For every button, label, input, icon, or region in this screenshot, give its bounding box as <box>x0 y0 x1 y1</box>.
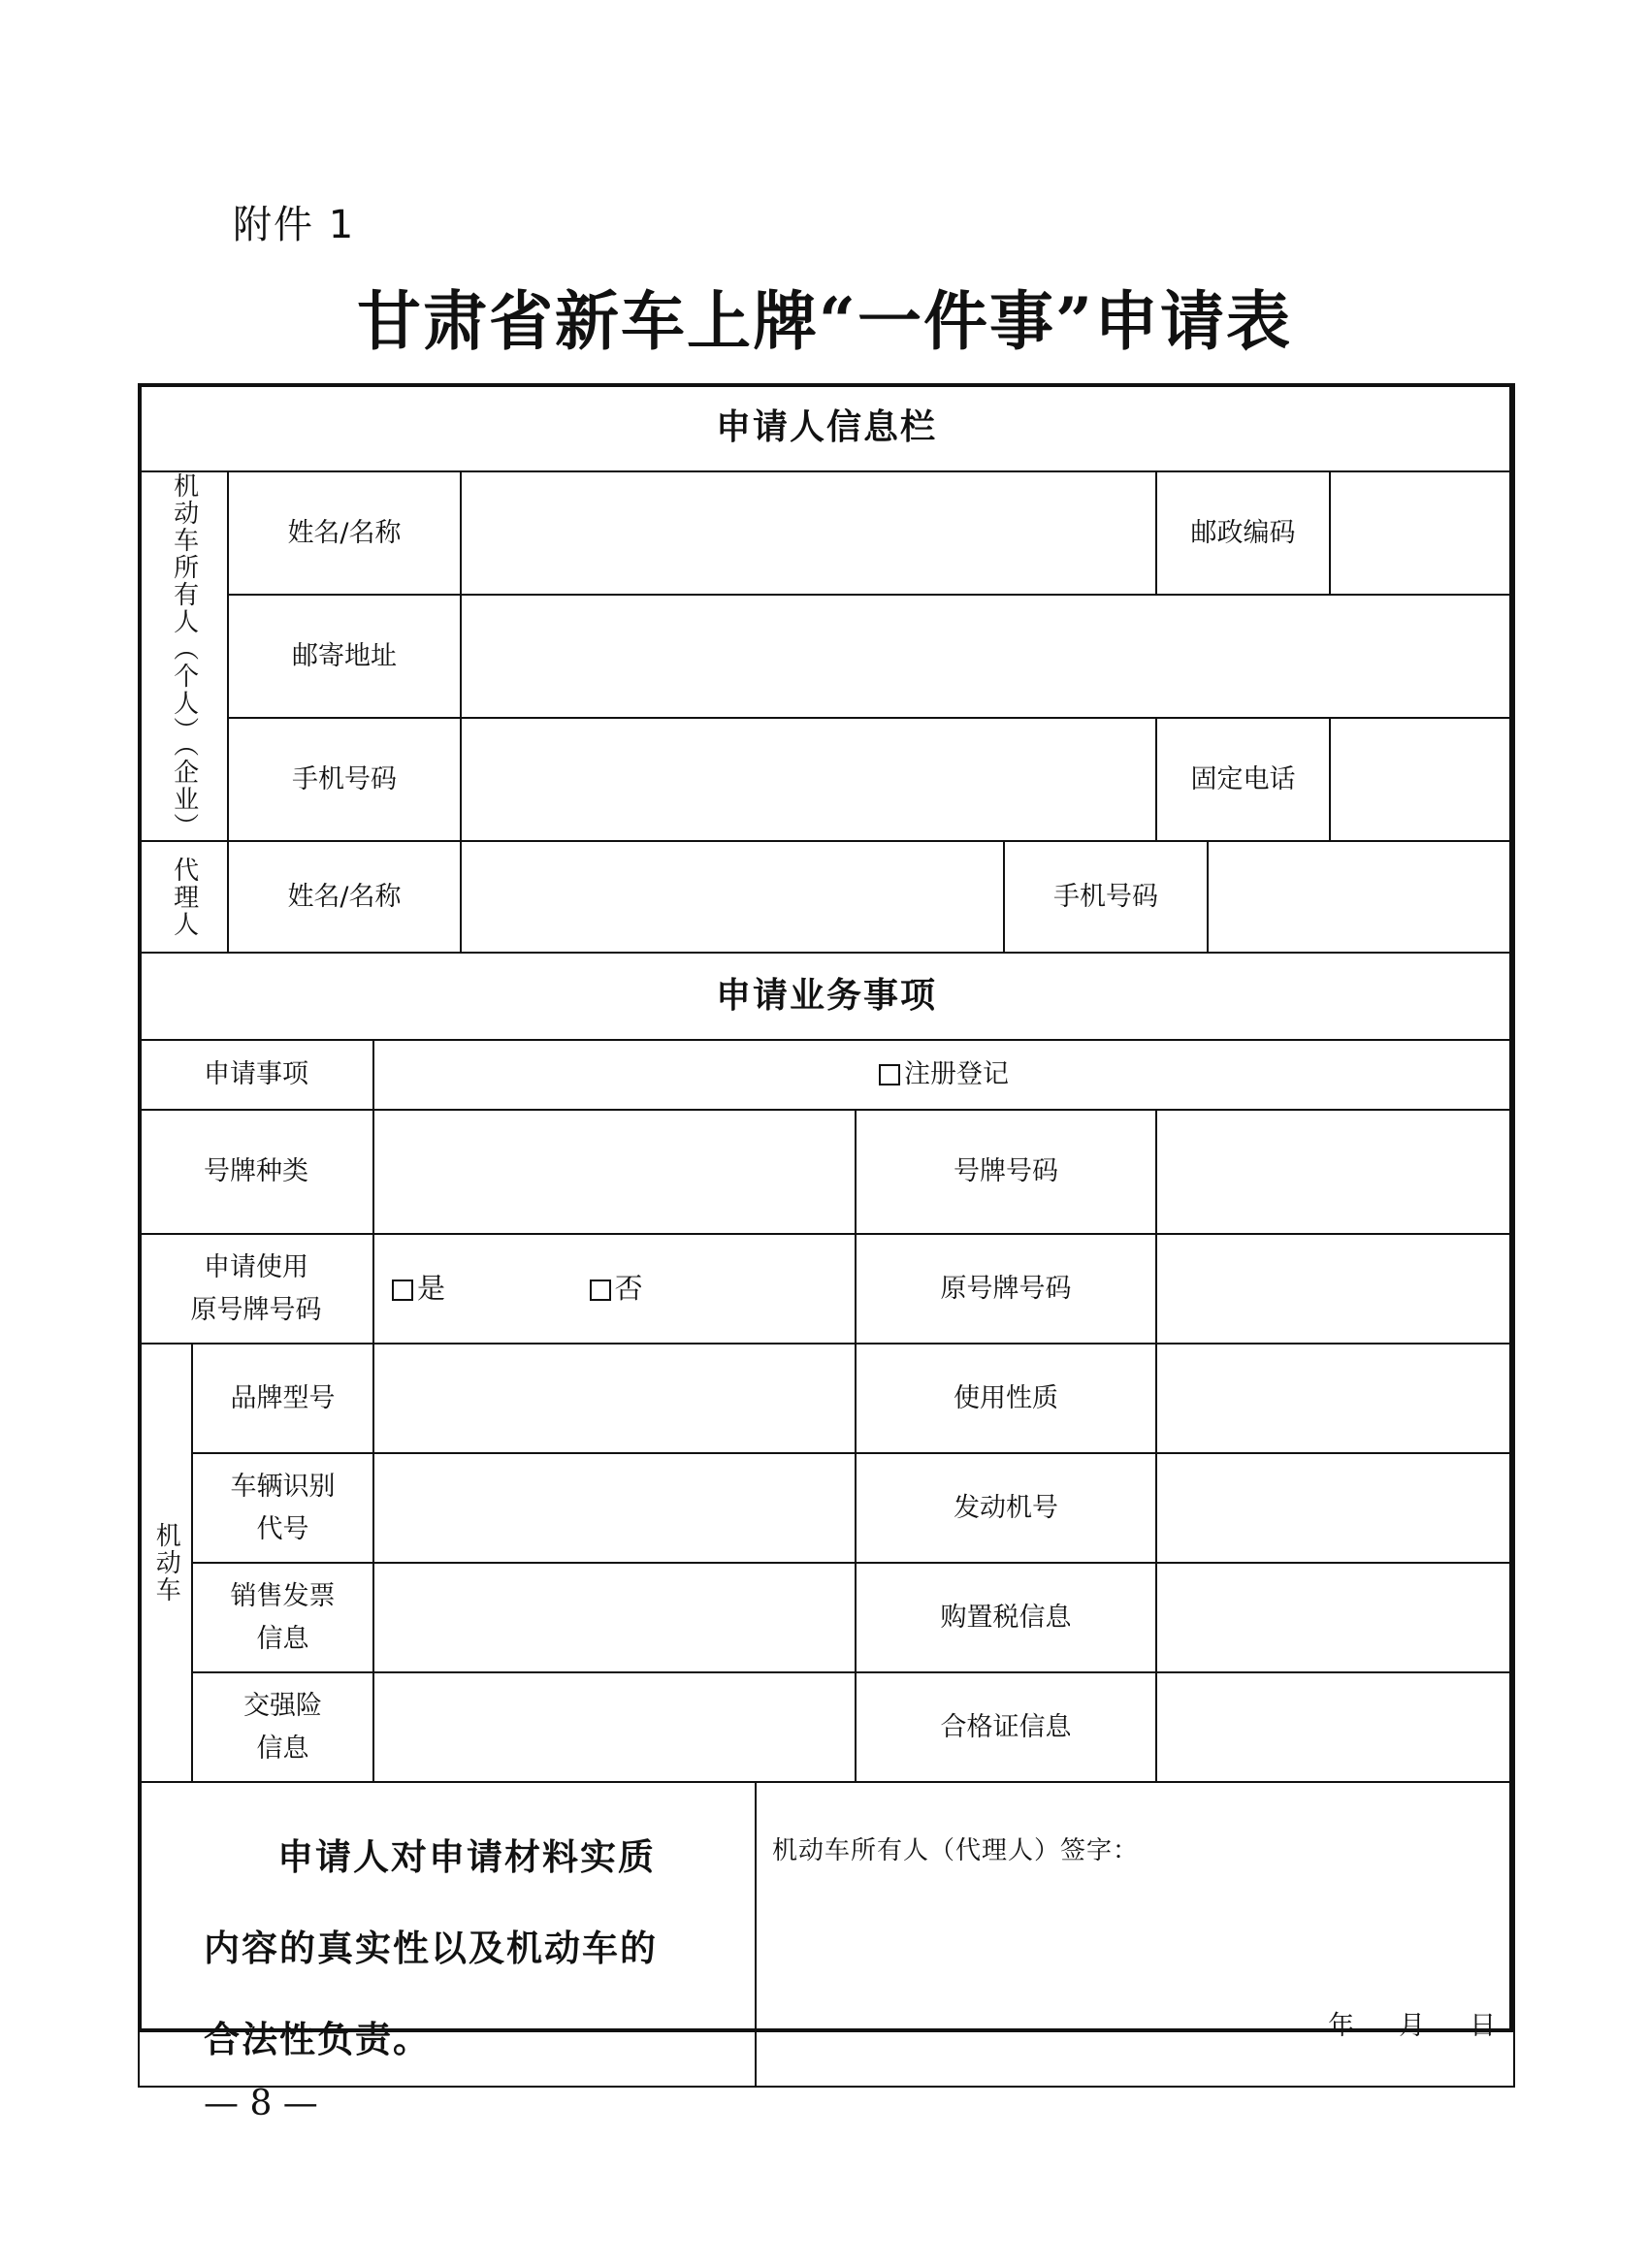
use-original-options <box>373 1234 856 1344</box>
vehicle-group-cell <box>139 1344 192 1782</box>
plate-type-input[interactable] <box>373 1110 856 1234</box>
purchase-tax-label: 购置税信息 <box>856 1563 1156 1672</box>
certificate-label: 合格证信息 <box>856 1672 1156 1782</box>
name-input[interactable] <box>461 471 1156 595</box>
application-form <box>138 383 1513 2060</box>
agent-mobile-input[interactable] <box>1208 841 1514 953</box>
agent-name-input[interactable] <box>461 841 1004 953</box>
agent-name-label: 姓名/名称 <box>228 841 461 953</box>
owner-group-sub: （个人）（企业） <box>169 635 199 840</box>
use-nature-input[interactable] <box>1156 1344 1514 1453</box>
item-label: 申请事项 <box>139 1040 373 1110</box>
original-plate-input[interactable] <box>1156 1234 1514 1344</box>
date-year: 年 <box>1328 2010 1355 2041</box>
no-checkbox[interactable] <box>590 1280 611 1301</box>
invoice-input[interactable] <box>373 1563 856 1672</box>
yes-checkbox[interactable] <box>392 1280 413 1301</box>
engine-label: 发动机号 <box>856 1453 1156 1563</box>
insurance-input[interactable] <box>373 1672 856 1782</box>
form-table <box>138 383 1515 2088</box>
business-section-heading: 申请业务事项 <box>139 953 1514 1040</box>
owner-group-label: 机动车所有人（个人）（企业） <box>169 472 199 840</box>
engine-input[interactable] <box>1156 1453 1514 1563</box>
signature-label: 机动车所有人（代理人）签字： <box>772 1836 1140 1865</box>
applicant-section-heading: 申请人信息栏 <box>139 384 1514 471</box>
address-label: 邮寄地址 <box>228 595 461 718</box>
yes-option[interactable]: 是 <box>392 1266 445 1311</box>
plate-number-input[interactable] <box>1156 1110 1514 1234</box>
vin-input[interactable] <box>373 1453 856 1563</box>
use-nature-label: 使用性质 <box>856 1344 1156 1453</box>
register-checkbox[interactable] <box>879 1064 900 1085</box>
owner-group-cell <box>139 471 228 841</box>
plate-type-label: 号牌种类 <box>139 1110 373 1234</box>
signature-date <box>1283 2005 1496 2047</box>
form-title: 甘肃省新车上牌“一件事”申请表 <box>357 283 1292 359</box>
vin-label: 车辆识别 代号 <box>192 1453 373 1563</box>
mobile-input[interactable] <box>461 718 1156 841</box>
insurance-label: 交强险 信息 <box>192 1672 373 1782</box>
item-option[interactable] <box>373 1040 1514 1110</box>
brand-model-label: 品牌型号 <box>192 1344 373 1453</box>
name-label: 姓名/名称 <box>228 471 461 595</box>
landline-label: 固定电话 <box>1156 718 1330 841</box>
landline-input[interactable] <box>1330 718 1514 841</box>
agent-group-label: 代理人 <box>169 856 199 938</box>
original-plate-label: 原号牌号码 <box>856 1234 1156 1344</box>
date-month: 月 <box>1399 2010 1426 2041</box>
address-input[interactable] <box>461 595 1514 718</box>
register-option-label: 注册登记 <box>904 1059 1010 1090</box>
vehicle-group-label: 机动车 <box>151 1522 181 1604</box>
date-day: 日 <box>1470 2010 1497 2041</box>
agent-group-cell <box>139 841 228 953</box>
signature-cell[interactable] <box>756 1782 1514 2087</box>
no-option[interactable]: 否 <box>590 1266 643 1311</box>
brand-model-input[interactable] <box>373 1344 856 1453</box>
postcode-label: 邮政编码 <box>1156 471 1330 595</box>
certificate-input[interactable] <box>1156 1672 1514 1782</box>
invoice-label: 销售发票 信息 <box>192 1563 373 1672</box>
agent-mobile-label: 手机号码 <box>1004 841 1208 953</box>
attachment-label: 附件 1 <box>233 203 356 247</box>
plate-number-label: 号牌号码 <box>856 1110 1156 1234</box>
use-original-label: 申请使用 原号牌号码 <box>139 1234 373 1344</box>
declaration-text: 申请人对申请材料实质 内容的真实性以及机动车的 合法性负责。 <box>139 1782 756 2087</box>
page-number: — 8 — <box>204 2084 318 2123</box>
postcode-input[interactable] <box>1330 471 1514 595</box>
mobile-label: 手机号码 <box>228 718 461 841</box>
purchase-tax-input[interactable] <box>1156 1563 1514 1672</box>
